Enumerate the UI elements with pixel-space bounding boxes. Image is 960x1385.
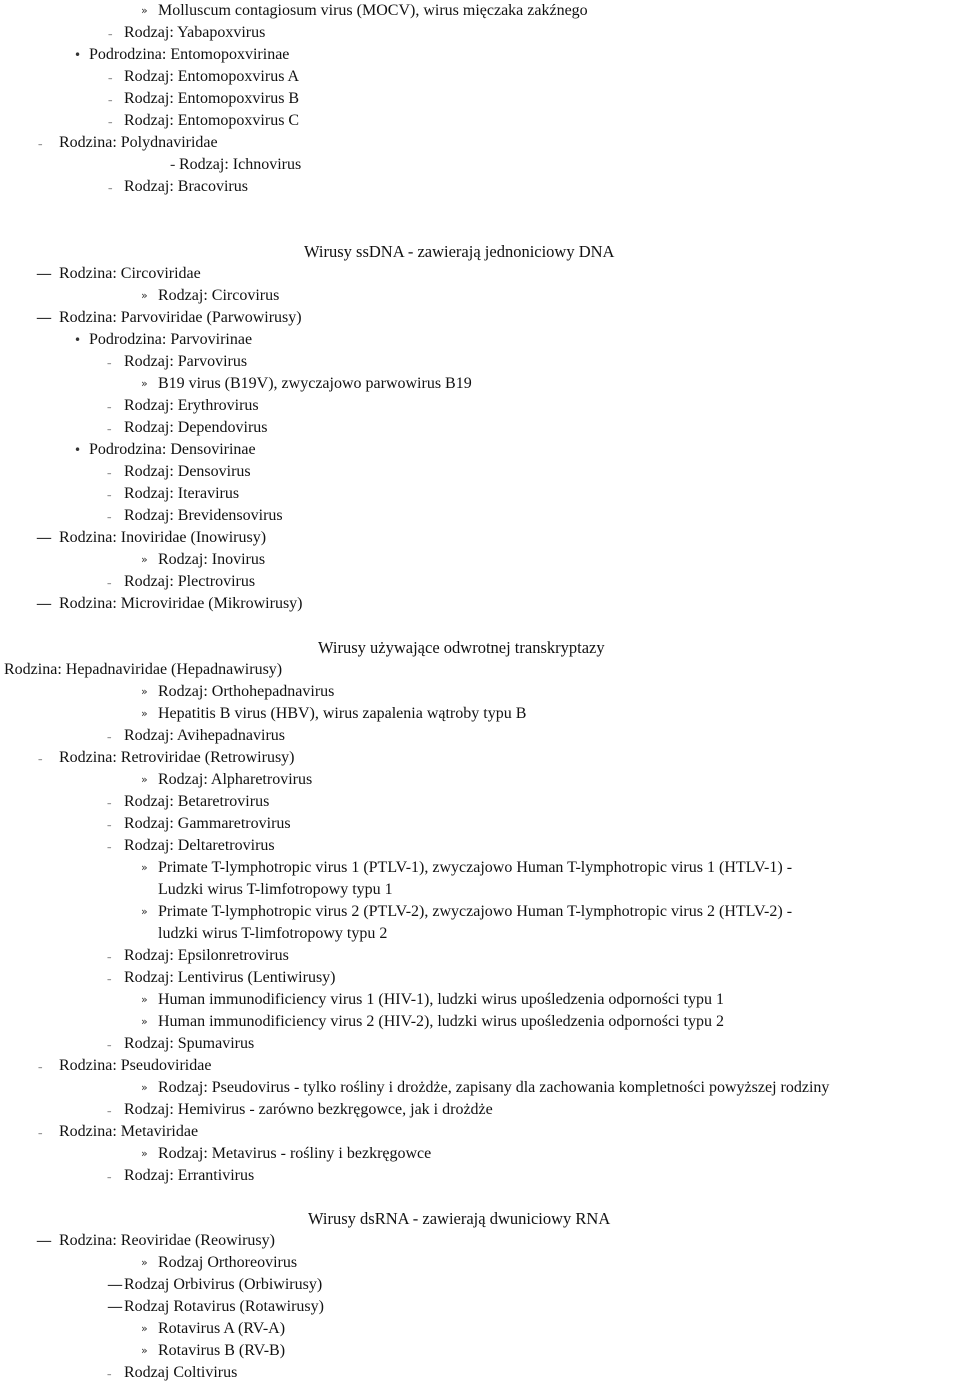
taxonomy-entry: Rodzaj: Alpharetrovirus [158,771,313,788]
taxonomy-entry: Rodzina: Microviridae (Mikrowirusy) [59,595,303,612]
dash-bullet-icon: – [107,733,112,743]
long-dash-bullet-icon: — [107,1297,123,1316]
taxonomy-entry: Rodzaj: Entomopoxvirus C [124,112,300,129]
dash-bullet-icon: – [108,30,113,40]
dot-bullet-icon: • [74,48,82,62]
raquo-bullet-icon: » [141,377,148,390]
taxonomy-entry: Rodzina: Inoviridae (Inowirusy) [59,529,267,546]
raquo-bullet-icon: » [141,1344,148,1357]
taxonomy-entry: Hepatitis B virus (HBV), wirus zapalenia wątroby typu B [158,705,527,722]
taxonomy-entry: Rodzaj: Densovirus [124,463,251,480]
dash-bullet-icon: – [107,359,112,369]
taxonomy-entry: Rodzaj Coltivirus [124,1364,238,1381]
taxonomy-entry: Rodzaj: Brevidensovirus [124,507,283,524]
taxonomy-entry: Rodzina: Metaviridae [59,1123,199,1140]
taxonomy-entry: Ludzki wirus T-limfotropowy typu 1 [158,881,393,898]
raquo-bullet-icon: » [141,707,148,720]
taxonomy-entry: Human immunodificiency virus 2 (HIV-2), ludzki wirus upośledzenia odporności typu 2 [158,1013,724,1030]
taxonomy-entry: Rodzaj: Parvovirus [124,353,248,370]
taxonomy-entry: Rodzaj: Entomopoxvirus A [124,68,300,85]
raquo-bullet-icon: » [141,289,148,302]
taxonomy-entry: Rodzaj Rotavirus (Rotawirusy) [124,1298,324,1315]
raquo-bullet-icon: » [141,1147,148,1160]
taxonomy-entry: Rodzaj: Erythrovirus [124,397,259,414]
dash-bullet-icon: – [38,1129,43,1139]
hyphen-bullet-icon: - [170,156,176,173]
taxonomy-entry: Rodzaj: Dependovirus [124,419,268,436]
taxonomy-entry: Rodzina: Pseudoviridae [59,1057,212,1074]
taxonomy-entry: Rodzaj: Betaretrovirus [124,793,270,810]
taxonomy-entry: Rodzaj Orthoreovirus [158,1254,298,1271]
dash-bullet-icon: – [38,1063,43,1073]
dash-bullet-icon: – [38,755,43,765]
dash-bullet-icon: – [108,96,113,106]
taxonomy-entry: Podrodzina: Densovirinae [89,441,256,458]
dot-bullet-icon: • [74,443,82,457]
raquo-bullet-icon: » [141,1081,148,1094]
long-dash-bullet-icon: — [36,594,52,613]
taxonomy-entry: Rodzaj: Bracovirus [124,178,248,195]
taxonomy-entry: Rodzaj: Ichnovirus [179,156,302,173]
taxonomy-entry: Rodzina: Reoviridae (Reowirusy) [59,1232,275,1249]
taxonomy-entry: Rodzina: Circoviridae [59,265,201,282]
taxonomy-entry: Rodzaj: Hemivirus - zarówno bezkręgowce, jak i drożdże [124,1101,493,1118]
long-dash-bullet-icon: — [107,1275,123,1294]
taxonomy-entry: Rotavirus B (RV-B) [158,1342,286,1359]
raquo-bullet-icon: » [141,1015,148,1028]
taxonomy-entry: Rodzaj: Plectrovirus [124,573,256,590]
dash-bullet-icon: – [107,1370,112,1380]
raquo-bullet-icon: » [141,1322,148,1335]
taxonomy-entry: Podrodzina: Parvovirinae [89,331,253,348]
taxonomy-entry: Rodzaj: Circovirus [158,287,280,304]
taxonomy-entry: Rodzaj: Epsilonretrovirus [124,947,289,964]
taxonomy-entry: Rodzaj: Avihepadnavirus [124,727,285,744]
raquo-bullet-icon: » [141,861,148,874]
taxonomy-entry: Rodzaj: Pseudovirus - tylko rośliny i drożdże, zapisany dla zachowania kompletności powyższej rodziny [158,1079,830,1096]
taxonomy-entry: Rodzaj: Metavirus - rośliny i bezkręgowce [158,1145,432,1162]
taxonomy-entry: Rodzaj: Lentivirus (Lentiwirusy) [124,969,336,986]
dash-bullet-icon: – [107,469,112,479]
dash-bullet-icon: – [107,1173,112,1183]
dot-bullet-icon: • [74,333,82,347]
taxonomy-entry: Rodzaj: Spumavirus [124,1035,255,1052]
taxonomy-entry: Rodzaj: Yabapoxvirus [124,24,266,41]
dash-bullet-icon: – [107,1041,112,1051]
long-dash-bullet-icon: — [36,308,52,327]
dash-bullet-icon: – [107,1107,112,1117]
dash-bullet-icon: – [107,513,112,523]
taxonomy-entry: Human immunodificiency virus 1 (HIV-1), ludzki wirus upośledzenia odporności typu 1 [158,991,724,1008]
dash-bullet-icon: – [38,140,43,150]
section-heading: Wirusy używające odwrotnej transkryptazy [318,638,605,657]
dash-bullet-icon: – [107,975,112,985]
taxonomy-entry: Molluscum contagiosum virus (MOCV), wirus mięczaka zakźnego [158,2,588,19]
taxonomy-entry: Rodzina: Hepadnaviridae (Hepadnawirusy) [4,661,283,678]
raquo-bullet-icon: » [141,4,148,17]
section-heading: Wirusy ssDNA - zawierają jednoniciowy DNA [304,242,615,261]
dash-bullet-icon: – [107,403,112,413]
taxonomy-entry: Rodzina: Polydnaviridae [59,134,218,151]
dash-bullet-icon: – [108,118,113,128]
dash-bullet-icon: – [107,491,112,501]
dash-bullet-icon: – [107,843,112,853]
taxonomy-entry: Rodzina: Retroviridae (Retrowirusy) [59,749,295,766]
dash-bullet-icon: – [107,953,112,963]
taxonomy-entry: Rodzaj: Inovirus [158,551,266,568]
long-dash-bullet-icon: — [36,1231,52,1250]
dash-bullet-icon: – [107,821,112,831]
taxonomy-entry: ludzki wirus T-limfotropowy typu 2 [158,925,388,942]
taxonomy-entry: Rodzaj: Orthohepadnavirus [158,683,335,700]
taxonomy-entry: Rodzaj: Entomopoxvirus B [124,90,300,107]
dash-bullet-icon: – [107,799,112,809]
taxonomy-entry: Podrodzina: Entomopoxvirinae [89,46,290,63]
taxonomy-entry: Rodzaj: Deltaretrovirus [124,837,275,854]
taxonomy-entry: B19 virus (B19V), zwyczajowo parwowirus B19 [158,375,472,392]
taxonomy-entry: Primate T-lymphotropic virus 1 (PTLV-1), zwyczajowo Human T-lymphotropic virus 1 (HTLV-1) - [158,859,793,876]
taxonomy-entry: Rodzaj: Iteravirus [124,485,240,502]
raquo-bullet-icon: » [141,1256,148,1269]
taxonomy-entry: Rodzina: Parvoviridae (Parwowirusy) [59,309,302,326]
taxonomy-entry: Rodzaj: Gammaretrovirus [124,815,291,832]
raquo-bullet-icon: » [141,905,148,918]
taxonomy-entry: Rodzaj Orbivirus (Orbiwirusy) [124,1276,323,1293]
dash-bullet-icon: – [107,579,112,589]
raquo-bullet-icon: » [141,993,148,1006]
raquo-bullet-icon: » [141,685,148,698]
dash-bullet-icon: – [108,74,113,84]
dash-bullet-icon: – [107,425,112,435]
section-heading: Wirusy dsRNA - zawierają dwuniciowy RNA [308,1209,611,1228]
long-dash-bullet-icon: — [36,528,52,547]
taxonomy-entry: Primate T-lymphotropic virus 2 (PTLV-2), zwyczajowo Human T-lymphotropic virus 2 (HTLV-2) - [158,903,793,920]
raquo-bullet-icon: » [141,773,148,786]
taxonomy-entry: Rodzaj: Errantivirus [124,1167,255,1184]
long-dash-bullet-icon: — [36,264,52,283]
dash-bullet-icon: – [108,184,113,194]
taxonomy-entry: Rotavirus A (RV-A) [158,1320,286,1337]
raquo-bullet-icon: » [141,553,148,566]
